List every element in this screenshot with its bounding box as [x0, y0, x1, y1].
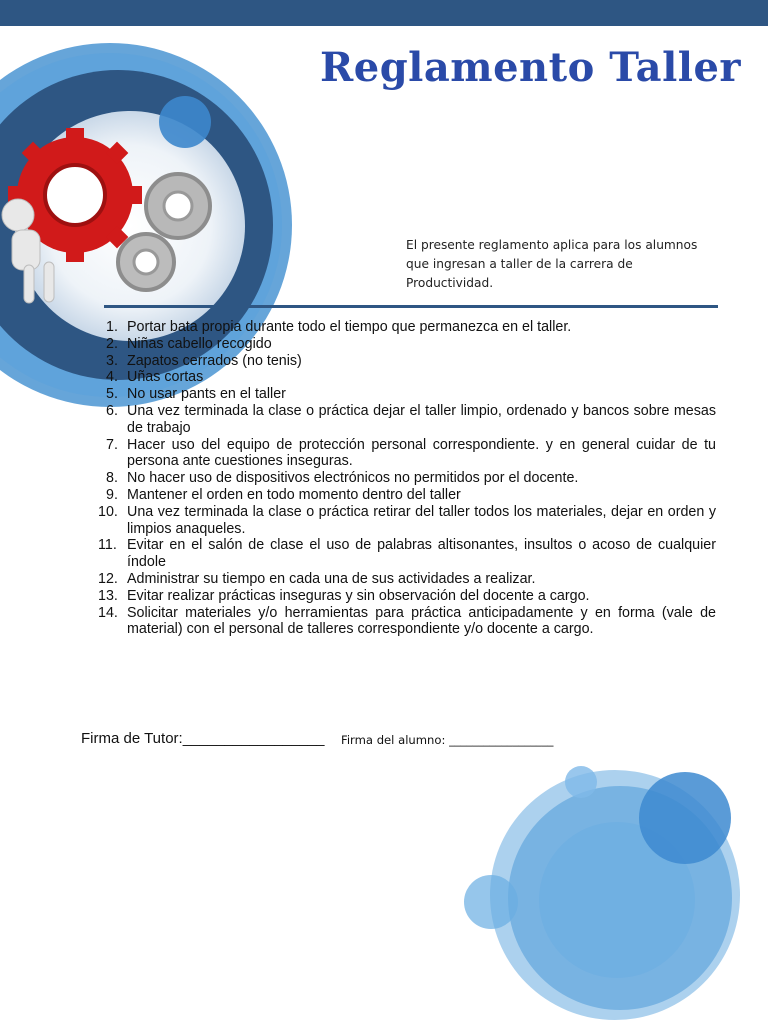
item-text: Solicitar materiales y/o herramientas para práctica anticipadamente y en forma (vale de material) con el personal de talleres correspondiente y/o docente a cargo.	[127, 604, 716, 638]
item-text: Una vez terminada la clase o práctica dejar el taller limpio, ordenado y bancos sobre mesas de trabajo	[127, 402, 716, 436]
item-text: Una vez terminada la clase o práctica retirar del taller todos los materiales, dejar en orden y limpios anaqueles.	[127, 503, 716, 537]
list-item	[84, 437, 716, 471]
item-text: Administrar su tiempo en cada una de sus actividades a realizar.	[127, 570, 536, 587]
item-text: No usar pants en el taller	[127, 386, 286, 403]
item-text: No hacer uso de dispositivos electrónicos no permitidos por el docente.	[127, 470, 579, 487]
list-item	[84, 319, 716, 336]
item-number: 11.	[98, 537, 117, 554]
list-item	[84, 470, 716, 487]
tutor-signature-line: Firma de Tutor:_________________	[81, 730, 325, 747]
item-text: Portar bata propia durante todo el tiempo que permanezca en el taller.	[127, 319, 572, 335]
item-number: 1.	[106, 319, 118, 335]
list-item	[84, 588, 716, 605]
page-title: Reglamento Taller	[320, 44, 741, 91]
item-text: Niñas cabello recogido	[127, 335, 272, 352]
intro-line: Productividad.	[406, 276, 494, 290]
item-text: Evitar en el salón de clase el uso de palabras altisonantes, insultos o acoso de cualquier índole	[127, 537, 716, 571]
list-item	[84, 403, 716, 437]
list-item	[84, 353, 716, 370]
item-number: 12.	[98, 570, 118, 587]
list-item	[84, 571, 716, 588]
item-number: 13.	[98, 587, 118, 604]
item-number: 4.	[106, 369, 118, 386]
list-item	[84, 537, 716, 571]
intro-line: que ingresan a taller de la carrera de	[406, 257, 633, 271]
item-number: 3.	[106, 352, 118, 369]
list-item	[84, 369, 716, 386]
intro-line: El presente reglamento aplica para los alumnos	[406, 238, 698, 252]
rules-list	[84, 319, 716, 638]
item-number: 2.	[106, 335, 118, 352]
intro-paragraph	[406, 236, 716, 293]
decorative-circles	[455, 760, 768, 1024]
item-text: Hacer uso del equipo de protección personal correspondiente. y en general cuidar de tu persona ante cuestiones inseguras.	[127, 436, 716, 470]
item-number: 7.	[106, 436, 118, 453]
item-text: Evitar realizar prácticas inseguras y sin observación del docente a cargo.	[127, 587, 590, 604]
item-number: 14.	[98, 604, 118, 621]
list-item	[84, 487, 716, 504]
list-item	[84, 605, 716, 639]
item-text: Mantener el orden en todo momento dentro del taller	[127, 486, 461, 503]
divider-line	[104, 305, 718, 308]
item-number: 9.	[106, 486, 118, 503]
item-text: Zapatos cerrados (no tenis)	[127, 352, 302, 369]
student-signature-line: Firma del alumno: __________________	[341, 733, 554, 747]
list-item	[84, 504, 716, 538]
item-number: 6.	[106, 402, 118, 419]
item-number: 5.	[106, 386, 118, 403]
item-text: Uñas cortas	[127, 369, 204, 386]
item-number: 10.	[98, 503, 118, 520]
list-item	[84, 336, 716, 353]
item-number: 8.	[106, 470, 118, 487]
list-item	[84, 386, 716, 403]
